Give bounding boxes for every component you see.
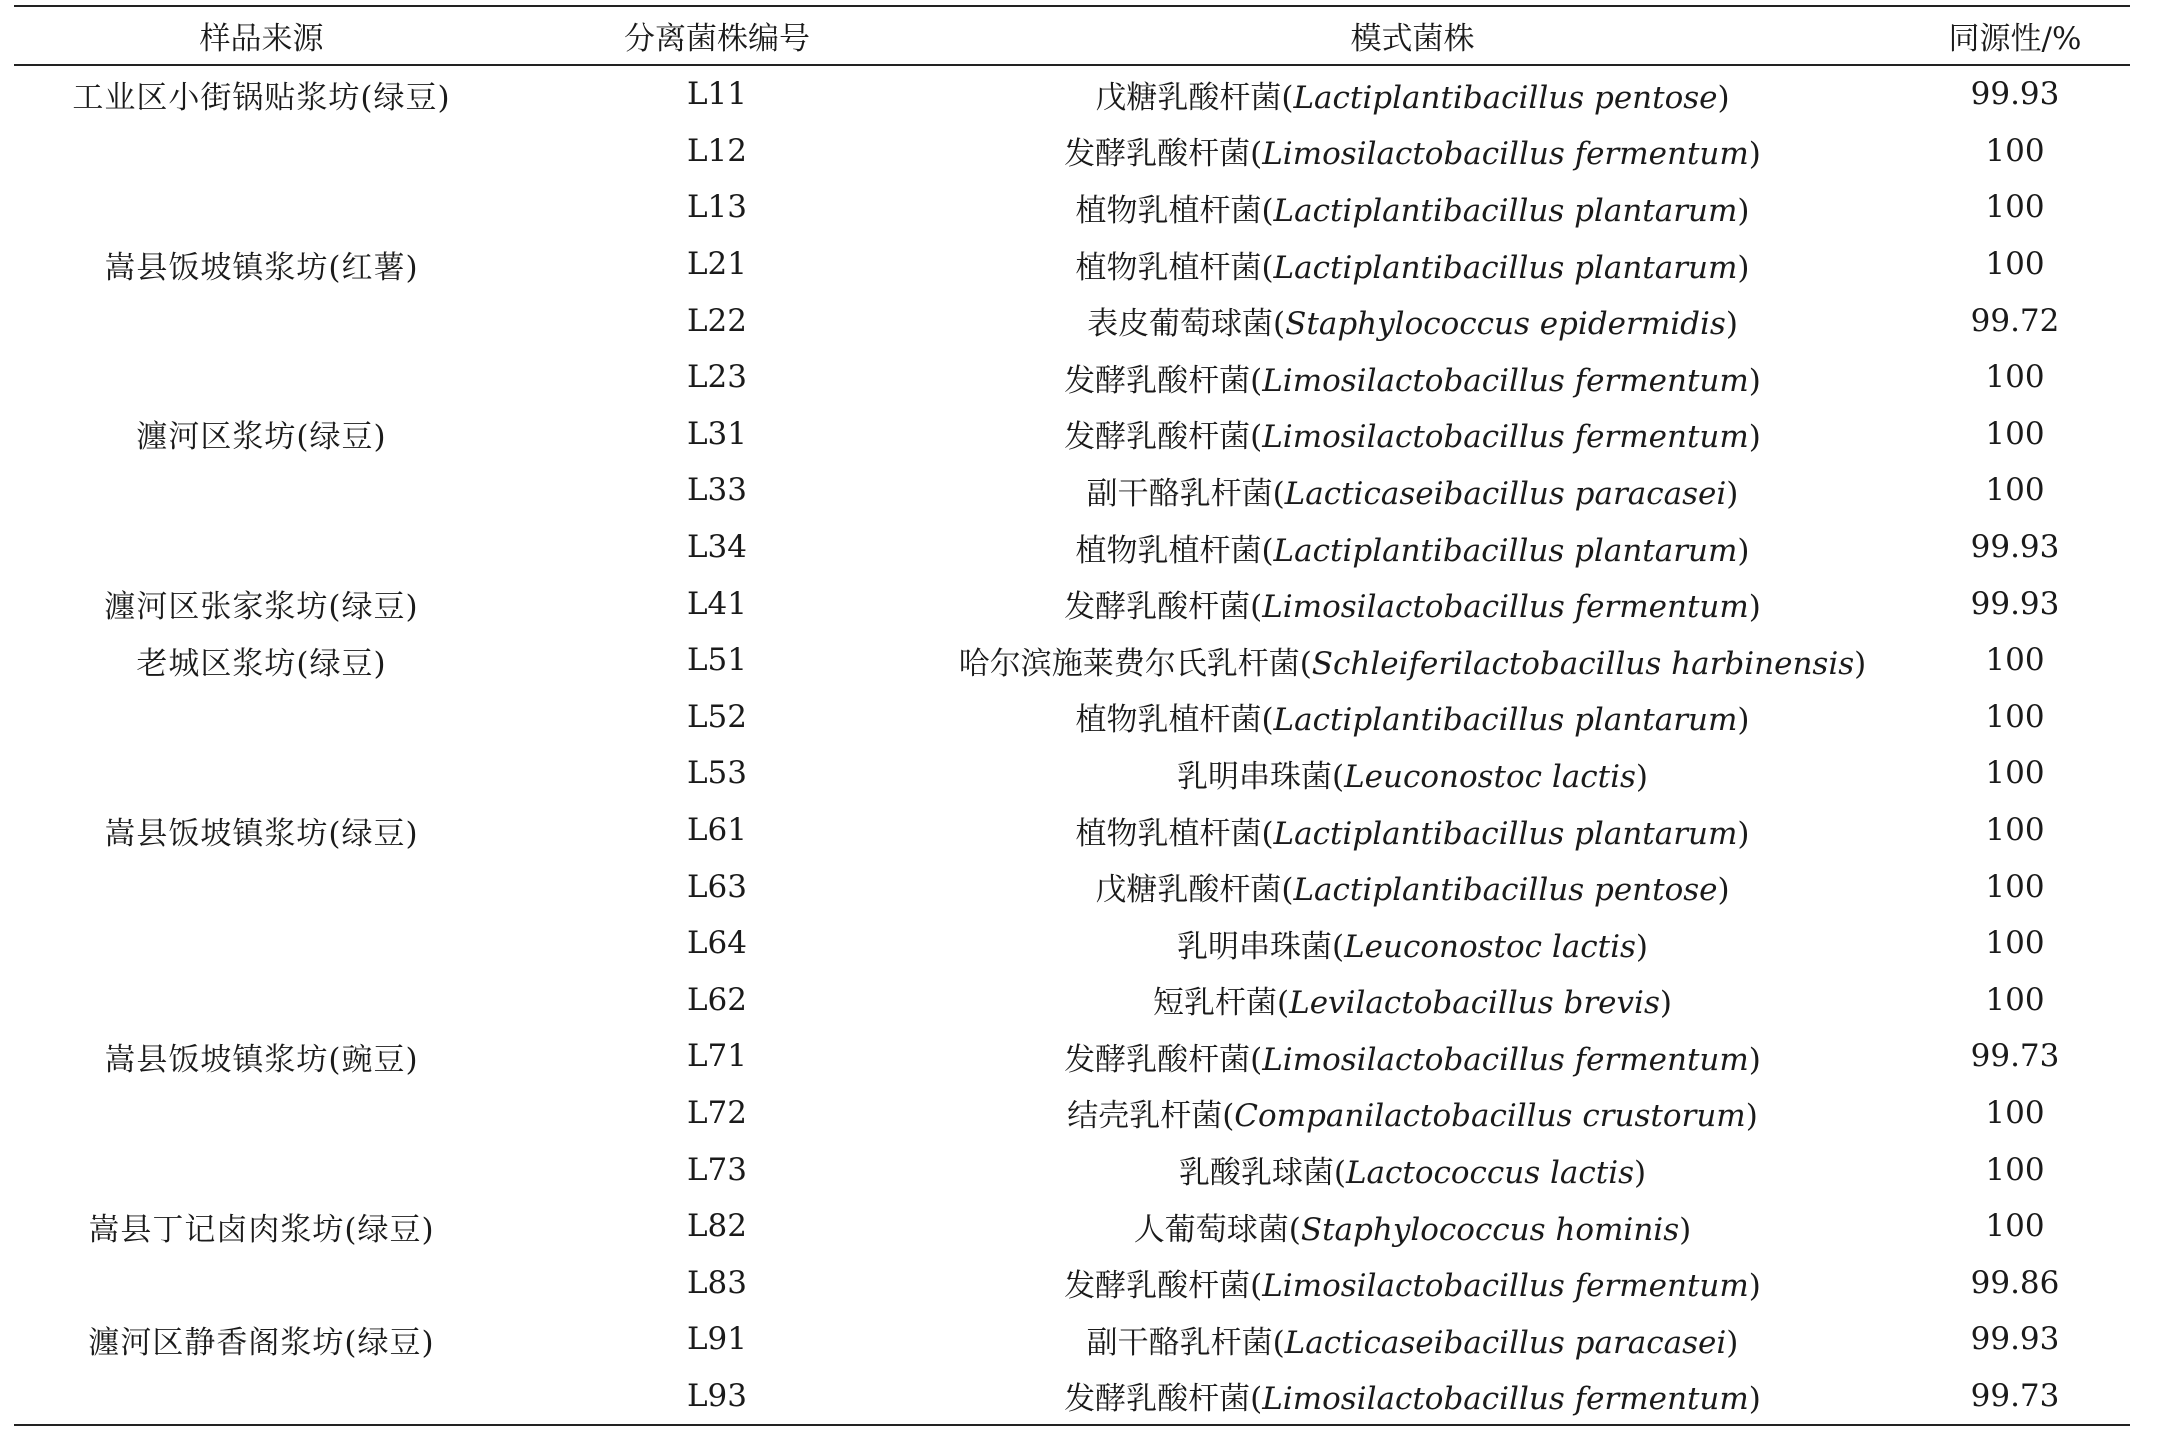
type-strain-cell (925, 349, 1900, 406)
identity-cell: 100 (1985, 812, 2045, 849)
header-row (14, 6, 2130, 65)
table-row (14, 179, 2130, 236)
sample-source-cell (14, 745, 509, 802)
identity-cell: 100 (1985, 642, 2045, 679)
identity-cell: 100 (1985, 472, 2045, 509)
species-close-paren: ) (1717, 79, 1730, 116)
type-strain-cell (925, 915, 1900, 972)
table-row (14, 1311, 2130, 1368)
sample-source-cell (14, 1254, 509, 1311)
species-latin-name: Leuconostoc lactis (1344, 758, 1636, 795)
identity-cell: 100 (1985, 189, 2045, 226)
sample-source-cell: 工业区小街锅贴浆坊(绿豆) (72, 79, 451, 116)
strain-id-cell: L64 (686, 925, 748, 962)
identity-cell: 99.93 (1970, 585, 2060, 622)
strain-id-cell: L83 (686, 1264, 748, 1301)
species-close-paren: ) (1748, 1268, 1761, 1305)
table-row (14, 1141, 2130, 1198)
strain-id-cell: L62 (686, 981, 748, 1018)
species-chinese-name: 哈尔滨施莱费尔氏乳杆菌( (958, 645, 1312, 682)
species-close-paren: ) (1737, 192, 1750, 229)
species-chinese-name: 植物乳植杆菌( (1075, 815, 1274, 852)
sample-source-cell (14, 972, 509, 1029)
header-strain-id: 分离菌株编号 (624, 21, 810, 57)
type-strain-cell (925, 123, 1900, 180)
strain-id-cell: L73 (686, 1151, 748, 1188)
species-close-paren: ) (1854, 645, 1867, 682)
species-chinese-name: 发酵乳酸杆菌( (1064, 1268, 1263, 1305)
type-strain-cell (925, 1311, 1900, 1368)
strain-id-cell: L12 (686, 132, 748, 169)
identity-cell: 100 (1985, 1151, 2045, 1188)
table-row (14, 236, 2130, 293)
type-strain-cell (925, 462, 1900, 519)
header-type-strain: 模式菌株 (1350, 21, 1475, 57)
species-latin-name: Lactiplantibacillus plantarum (1273, 249, 1738, 286)
species-chinese-name: 短乳杆菌( (1153, 985, 1290, 1022)
species-chinese-name: 乳明串珠菌( (1176, 928, 1345, 965)
table-row (14, 1028, 2130, 1085)
type-strain-cell (925, 1368, 1900, 1426)
species-close-paren: ) (1737, 702, 1750, 739)
species-close-paren: ) (1635, 758, 1649, 795)
type-strain-cell (925, 745, 1900, 802)
species-latin-name: Limosilactobacillus fermentum (1262, 419, 1749, 456)
strain-id-cell: L82 (686, 1208, 748, 1245)
identity-cell: 100 (1985, 981, 2045, 1018)
species-chinese-name: 人葡萄球菌( (1133, 1211, 1301, 1248)
type-strain-cell (925, 972, 1900, 1029)
table-row (14, 689, 2130, 746)
species-chinese-name: 植物乳植杆菌( (1075, 192, 1274, 229)
sample-source-cell: 嵩县丁记卤肉浆坊(绿豆) (88, 1211, 435, 1248)
sample-source-cell: 嵩县饭坡镇浆坊(红薯) (104, 249, 419, 286)
identity-cell: 99.93 (1970, 529, 2060, 566)
type-strain-cell (925, 1141, 1900, 1198)
species-close-paren: ) (1634, 1155, 1647, 1192)
type-strain-cell (925, 802, 1900, 859)
strain-id-cell: L13 (686, 189, 748, 226)
sample-source-cell (14, 689, 509, 746)
species-latin-name: Lactococcus lactis (1345, 1155, 1635, 1192)
species-close-paren: ) (1737, 815, 1750, 852)
species-latin-name: Staphylococcus hominis (1300, 1211, 1680, 1248)
identity-cell: 100 (1985, 1208, 2045, 1245)
identity-cell: 100 (1985, 698, 2045, 735)
species-latin-name: Lactiplantibacillus plantarum (1273, 532, 1738, 569)
species-latin-name: Companilactobacillus crustorum (1234, 1098, 1746, 1135)
table-row (14, 65, 2130, 123)
identity-cell: 99.72 (1970, 302, 2060, 339)
species-latin-name: Limosilactobacillus fermentum (1262, 1041, 1749, 1078)
identity-cell: 99.93 (1970, 76, 2060, 113)
strain-id-cell: L91 (686, 1321, 748, 1358)
species-chinese-name: 戊糖乳酸杆菌( (1095, 872, 1294, 909)
species-latin-name: Lactiplantibacillus pentose (1293, 79, 1718, 116)
table-row (14, 802, 2130, 859)
species-chinese-name: 发酵乳酸杆菌( (1064, 1041, 1263, 1078)
species-latin-name: Levilactobacillus brevis (1289, 985, 1660, 1022)
species-close-paren: ) (1679, 1211, 1692, 1248)
species-close-paren: ) (1748, 419, 1761, 456)
sample-source-cell: 老城区浆坊(绿豆) (136, 645, 387, 682)
strain-id-cell: L21 (686, 246, 748, 283)
species-chinese-name: 植物乳植杆菌( (1075, 532, 1274, 569)
species-close-paren: ) (1737, 532, 1750, 569)
species-chinese-name: 发酵乳酸杆菌( (1064, 1381, 1263, 1418)
sample-source-cell (14, 915, 509, 972)
type-strain-cell (925, 236, 1900, 293)
sample-source-cell (14, 1141, 509, 1198)
strain-id-cell: L22 (686, 302, 748, 339)
species-close-paren: ) (1748, 1381, 1761, 1418)
identity-cell: 100 (1985, 755, 2045, 792)
species-chinese-name: 表皮葡萄球菌( (1087, 306, 1286, 343)
type-strain-cell (925, 1198, 1900, 1255)
strain-id-cell: L71 (686, 1038, 748, 1075)
species-close-paren: ) (1745, 1098, 1758, 1135)
identity-cell: 100 (1985, 925, 2045, 962)
type-strain-cell (925, 65, 1900, 123)
species-latin-name: Lacticaseibacillus paracasei (1284, 475, 1727, 512)
species-chinese-name: 发酵乳酸杆菌( (1064, 362, 1263, 399)
species-latin-name: Staphylococcus epidermidis (1285, 306, 1726, 343)
species-close-paren: ) (1748, 362, 1761, 399)
species-latin-name: Limosilactobacillus fermentum (1262, 1268, 1749, 1305)
type-strain-cell (925, 689, 1900, 746)
identity-cell: 100 (1985, 868, 2045, 905)
sample-source-cell: 瀍河区浆坊(绿豆) (136, 419, 387, 456)
species-close-paren: ) (1748, 1041, 1761, 1078)
sample-source-cell: 瀍河区静香阁浆坊(绿豆) (88, 1324, 435, 1361)
strain-id-cell: L61 (686, 812, 748, 849)
strain-id-cell: L72 (686, 1094, 748, 1131)
species-chinese-name: 发酵乳酸杆菌( (1064, 136, 1263, 173)
sample-source-cell (14, 292, 509, 349)
identity-cell: 100 (1985, 246, 2045, 283)
species-latin-name: Limosilactobacillus fermentum (1262, 362, 1749, 399)
identity-cell: 100 (1985, 132, 2045, 169)
species-close-paren: ) (1726, 475, 1739, 512)
sample-source-cell (14, 462, 509, 519)
sample-source-cell (14, 179, 509, 236)
table-row (14, 632, 2130, 689)
table-row (14, 123, 2130, 180)
species-chinese-name: 副干酪乳杆菌( (1086, 1324, 1285, 1361)
table-row (14, 972, 2130, 1029)
table-row (14, 745, 2130, 802)
identity-cell: 100 (1985, 415, 2045, 452)
table-row (14, 349, 2130, 406)
species-close-paren: ) (1635, 928, 1649, 965)
identity-cell: 100 (1985, 1094, 2045, 1131)
strain-identification-table (14, 5, 2130, 1426)
table-body (14, 65, 2130, 1425)
species-close-paren: ) (1737, 249, 1750, 286)
strain-id-cell: L63 (686, 868, 748, 905)
type-strain-cell (925, 406, 1900, 463)
species-chinese-name: 发酵乳酸杆菌( (1064, 419, 1263, 456)
table-row (14, 462, 2130, 519)
table-header (14, 6, 2130, 65)
table-row (14, 858, 2130, 915)
sample-source-cell (14, 1085, 509, 1142)
header-identity: 同源性/% (1948, 21, 2082, 57)
type-strain-cell (925, 179, 1900, 236)
sample-source-cell: 嵩县饭坡镇浆坊(绿豆) (104, 815, 419, 852)
sample-source-cell: 嵩县饭坡镇浆坊(豌豆) (104, 1041, 419, 1078)
sample-source-cell: 瀍河区张家浆坊(绿豆) (104, 589, 419, 626)
species-close-paren: ) (1659, 985, 1672, 1022)
strain-id-cell: L33 (686, 472, 748, 509)
species-latin-name: Lactiplantibacillus plantarum (1273, 702, 1738, 739)
identity-cell: 100 (1985, 359, 2045, 396)
strain-id-cell: L93 (686, 1377, 748, 1414)
strain-id-cell: L41 (686, 585, 748, 622)
table-row (14, 915, 2130, 972)
table-row (14, 519, 2130, 576)
species-latin-name: Lacticaseibacillus paracasei (1284, 1324, 1727, 1361)
species-latin-name: Schleiferilactobacillus harbinensis (1311, 645, 1855, 682)
species-chinese-name: 发酵乳酸杆菌( (1064, 589, 1263, 626)
species-close-paren: ) (1725, 306, 1738, 343)
table-row (14, 292, 2130, 349)
strain-id-cell: L34 (686, 529, 748, 566)
table-row (14, 406, 2130, 463)
table-row (14, 1254, 2130, 1311)
species-chinese-name: 戊糖乳酸杆菌( (1095, 79, 1294, 116)
strain-id-cell: L23 (686, 359, 748, 396)
species-chinese-name: 结壳乳杆菌( (1067, 1098, 1235, 1135)
species-close-paren: ) (1717, 872, 1730, 909)
species-latin-name: Leuconostoc lactis (1344, 928, 1636, 965)
type-strain-cell (925, 575, 1900, 632)
type-strain-cell (925, 1085, 1900, 1142)
species-chinese-name: 副干酪乳杆菌( (1086, 475, 1285, 512)
species-chinese-name: 植物乳植杆菌( (1075, 702, 1274, 739)
table-row (14, 1198, 2130, 1255)
type-strain-cell (925, 519, 1900, 576)
species-latin-name: Lactiplantibacillus plantarum (1273, 815, 1738, 852)
species-close-paren: ) (1748, 136, 1761, 173)
sample-source-cell (14, 1368, 509, 1426)
type-strain-cell (925, 1028, 1900, 1085)
species-close-paren: ) (1748, 589, 1761, 626)
species-latin-name: Lactiplantibacillus pentose (1293, 872, 1718, 909)
identity-cell: 99.73 (1970, 1038, 2060, 1075)
strain-table-container (14, 5, 2130, 1426)
sample-source-cell (14, 123, 509, 180)
strain-id-cell: L31 (686, 415, 748, 452)
identity-cell: 99.73 (1970, 1377, 2060, 1414)
table-row (14, 1085, 2130, 1142)
type-strain-cell (925, 292, 1900, 349)
identity-cell: 99.86 (1970, 1264, 2060, 1301)
species-chinese-name: 植物乳植杆菌( (1075, 249, 1274, 286)
type-strain-cell (925, 1254, 1900, 1311)
header-sample-source: 样品来源 (199, 21, 324, 57)
sample-source-cell (14, 349, 509, 406)
species-latin-name: Limosilactobacillus fermentum (1262, 1381, 1749, 1418)
table-row (14, 1368, 2130, 1426)
strain-id-cell: L51 (686, 642, 748, 679)
type-strain-cell (925, 858, 1900, 915)
strain-id-cell: L53 (686, 755, 748, 792)
species-chinese-name: 乳酸乳球菌( (1178, 1155, 1346, 1192)
type-strain-cell (925, 632, 1900, 689)
identity-cell: 99.93 (1970, 1321, 2060, 1358)
sample-source-cell (14, 858, 509, 915)
species-latin-name: Lactiplantibacillus plantarum (1273, 192, 1738, 229)
strain-id-cell: L52 (686, 698, 748, 735)
species-close-paren: ) (1726, 1324, 1739, 1361)
species-latin-name: Limosilactobacillus fermentum (1262, 589, 1749, 626)
species-chinese-name: 乳明串珠菌( (1176, 758, 1345, 795)
table-row (14, 575, 2130, 632)
sample-source-cell (14, 519, 509, 576)
species-latin-name: Limosilactobacillus fermentum (1262, 136, 1749, 173)
strain-id-cell: L11 (686, 76, 748, 113)
